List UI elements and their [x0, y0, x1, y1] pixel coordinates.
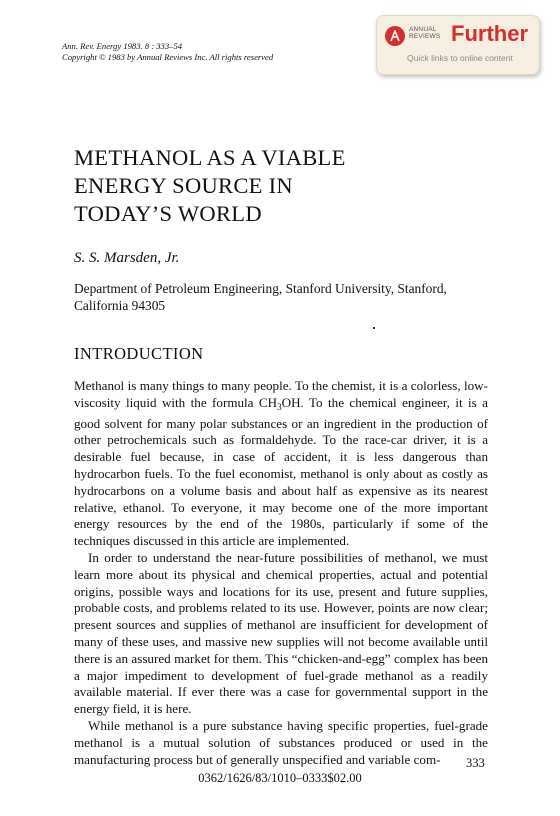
formula-subscript: 3: [277, 401, 282, 412]
further-label: Further: [451, 21, 528, 46]
author-name: S. S. Marsden, Jr.: [74, 250, 180, 266]
page-number: 333: [466, 756, 485, 770]
author-affiliation: Department of Petroleum Engineering, Stanford University, Stanford, California 94305: [74, 281, 447, 313]
citation-line-1: Ann. Rev. Energy 1983. 8 : 333–54: [62, 41, 183, 51]
paragraph-1-text-a: Methanol is many things to many people. To the chemist, it is a colorless, low-viscosity liquid with the formula CH: [74, 378, 488, 410]
section-heading: INTRODUCTION: [74, 344, 204, 363]
annual-reviews-wordmark: [409, 26, 440, 40]
copyright-line: Copyright © 1983 by Annual Reviews Inc. All rights reserved: [62, 52, 274, 62]
article-title: METHANOL AS A VIABLE ENERGY SOURCE IN TODAY’S WORLD: [74, 145, 346, 226]
paragraph-2: In order to understand the near-future possibilities of methanol, we must learn more about its physical and chemical properties, actual and potential origins, possible ways and locations for its use, present and future supplies, probable costs, and problems related to its use. However, points are now clear; present sources and supplies of methanol are insufficient for development of many of these uses, and massive new supplies will not become available until there is an assured market for them. This “chicken-and-egg” complex has been a major impediment to development of fuel-grade methanol as a readily available material. If ever there was a case for governmental support in the energy field, it is here.: [74, 549, 488, 717]
badge-small-line-2: REVIEWS: [409, 33, 441, 40]
quick-links-label: Quick links to online content: [407, 53, 513, 63]
annual-reviews-further-badge[interactable]: [376, 15, 540, 75]
paragraph-3: While methanol is a pure substance having specific properties, fuel-grade methanol is a mutual solution of substances produced or used in the manufacturing process but of generally unspecified and variable com-: [74, 717, 488, 767]
body-text: [74, 378, 488, 768]
article-code: 0362/1626/83/1010–0333$02.00: [198, 771, 362, 785]
annual-reviews-logo-icon: [385, 26, 405, 46]
stray-mark: [373, 327, 375, 329]
badge-small-line-1: ANNUAL: [409, 26, 437, 33]
paragraph-1-text-b: OH. To the chemical engineer, it is a good solvent for many polar substances or an ingredient in the production of other petrochemicals such as formaldehyde. To the race-car driver, it is a desirable fuel because, in case of accident, it is less dangerous than hydrocarbon fuels. To the fuel economist, methanol is only about as costly as hydrocarbons on a volume basis and about half as expensive as its nearest relative, ethanol. To everyone, it may become one of the more important energy resources by the end of the 1980s, particularly if some of the techniques discussed in this article are implemented.: [74, 394, 488, 549]
paragraph-1: [74, 378, 488, 550]
citation-header: [62, 41, 273, 63]
